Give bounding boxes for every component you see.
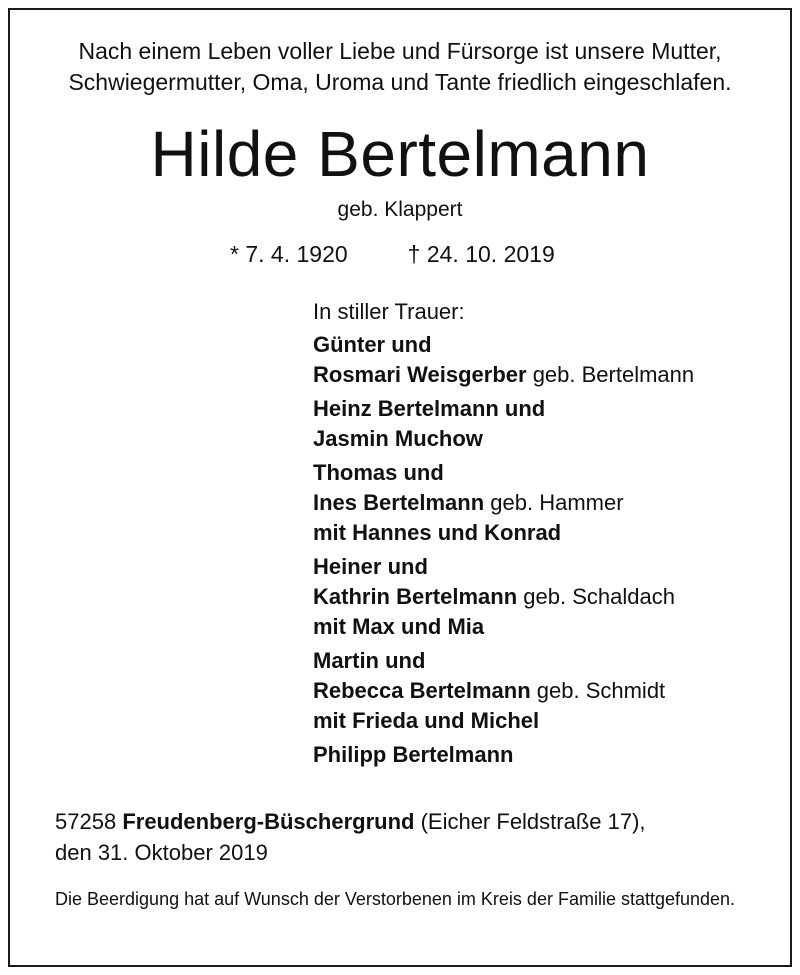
mourning-title: In stiller Trauer: xyxy=(313,299,465,324)
mourners-list xyxy=(313,330,694,774)
mourner-maiden-name: geb. Schaldach xyxy=(517,584,675,609)
mourner-line xyxy=(313,676,694,706)
mourner-name: Ines Bertelmann xyxy=(313,490,485,515)
mourner-group xyxy=(313,740,694,770)
intro-text xyxy=(0,36,800,98)
mourner-line xyxy=(313,518,694,548)
mourner-maiden-name: geb. Hammer xyxy=(484,490,624,515)
address-line xyxy=(55,806,646,837)
mourner-line xyxy=(313,612,694,642)
mourner-group xyxy=(313,394,694,454)
birth-date: * 7. 4. 1920 xyxy=(230,241,348,267)
mourner-line xyxy=(313,458,694,488)
mourner-group xyxy=(313,330,694,390)
mourner-line xyxy=(313,646,694,676)
mourner-group xyxy=(313,552,694,642)
mourner-name: mit Max und Mia xyxy=(313,614,485,639)
mourner-name: Heiner und xyxy=(313,554,428,579)
mourner-maiden-name: geb. Bertelmann xyxy=(526,362,695,387)
place-name: Freudenberg-Büschergrund xyxy=(122,809,415,834)
mourner-line xyxy=(313,740,694,770)
mourner-line xyxy=(313,394,694,424)
mourner-line xyxy=(313,552,694,582)
address-block xyxy=(55,806,646,868)
mourner-group xyxy=(313,646,694,736)
mourner-name: Jasmin Muchow xyxy=(313,426,483,451)
mourner-name: Heinz Bertelmann und xyxy=(313,396,546,421)
mourner-line xyxy=(313,330,694,360)
mourner-name: mit Hannes und Konrad xyxy=(313,520,562,545)
address-date: den 31. Oktober 2019 xyxy=(55,840,268,865)
mourner-name: Günter und xyxy=(313,332,432,357)
mourner-name: mit Frieda und Michel xyxy=(313,708,540,733)
intro-line-1: Nach einem Leben voller Liebe und Fürsorge ist unsere Mutter, xyxy=(78,38,722,64)
mourner-name: Rebecca Bertelmann xyxy=(313,678,531,703)
mourner-line xyxy=(313,424,694,454)
mourner-name: Philipp Bertelmann xyxy=(313,742,514,767)
mourner-name: Thomas und xyxy=(313,460,444,485)
deceased-name: Hilde Bertelmann xyxy=(150,118,650,190)
mourner-line xyxy=(313,488,694,518)
street: (Eicher Feldstraße 17), xyxy=(420,809,646,834)
mourner-maiden-name: geb. Schmidt xyxy=(530,678,666,703)
mourner-line xyxy=(313,706,694,736)
postcode: 57258 xyxy=(55,809,117,834)
mourner-name: Rosmari Weisgerber xyxy=(313,362,527,387)
funeral-note: Die Beerdigung hat auf Wunsch der Verstorbenen im Kreis der Familie stattgefunden. xyxy=(55,889,736,909)
intro-line-2: Schwiegermutter, Oma, Uroma und Tante friedlich eingeschlafen. xyxy=(68,69,732,95)
mourner-line xyxy=(313,360,694,390)
mourner-line xyxy=(313,582,694,612)
maiden-name: geb. Klappert xyxy=(337,198,463,221)
mourner-group xyxy=(313,458,694,548)
death-date: † 24. 10. 2019 xyxy=(407,241,555,267)
life-dates xyxy=(230,240,555,268)
mourner-name: Martin und xyxy=(313,648,426,673)
mourner-name: Kathrin Bertelmann xyxy=(313,584,518,609)
